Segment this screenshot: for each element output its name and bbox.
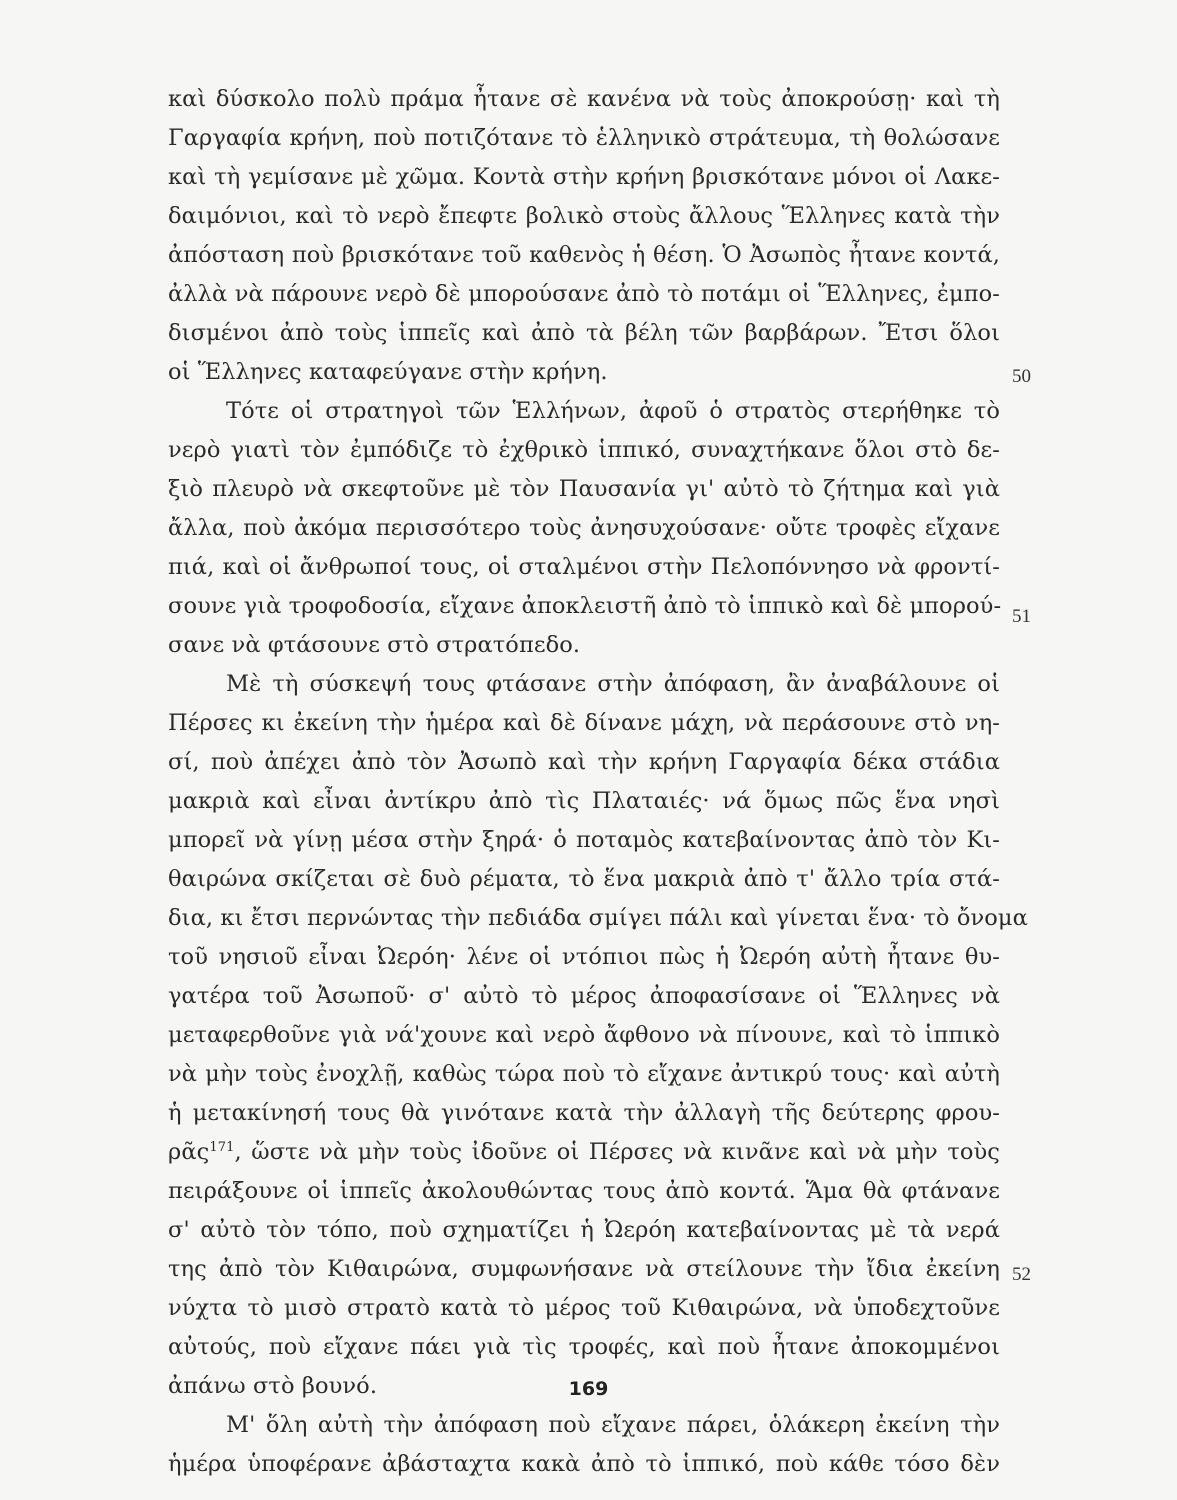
chapter-number-52: 52 <box>1012 1264 1031 1285</box>
chapter-number-51: 51 <box>1012 606 1031 627</box>
text-line: αὐτούς, ποὺ εἴχανε πάει γιὰ τὶς τροφές, καὶ ποὺ ἦτανε ἀποκομμένοι <box>168 1334 1000 1360</box>
paragraph-start-line: Τότε οἱ στρατηγοὶ τῶν Ἑλλήνων, ἀφοῦ ὁ στρατὸς στερήθηκε τὸ <box>226 398 1000 424</box>
text-line: ξιὸ πλευρὸ νὰ σκεφτοῦνε μὲ τὸν Παυσανία γι' αὐτὸ τὸ ζήτημα καὶ γιὰ <box>168 476 1000 502</box>
text-line: νὰ μὴν τοὺς ἐνοχλῇ, καθὼς τώρα ποὺ τὸ εἴχανε ἀντικρύ τους· καὶ αὐτὴ <box>168 1061 1000 1087</box>
text-line: μπορεῖ νὰ γίνῃ μέσα στὴν ξηρά· ὁ ποταμὸς κατεβαίνοντας ἀπὸ τὸν Κι- <box>168 827 1000 853</box>
text-line: οἱ Ἕλληνες καταφεύγανε στὴν κρήνη. <box>168 359 608 385</box>
chapter-number-50: 50 <box>1012 366 1031 387</box>
text-line: νύχτα τὸ μισὸ στρατὸ κατὰ τὸ μέρος τοῦ Κιθαιρώνα, νὰ ὑποδεχτοῦνε <box>168 1295 1000 1321</box>
text-line: ἄλλα, ποὺ ἀκόμα περισσότερο τοὺς ἀνησυχούσανε· οὔτε τροφὲς εἴχανε <box>168 515 1000 541</box>
text-line-with-footnote <box>168 1133 1000 1172</box>
text-line: δια, κι ἔτσι περνώντας τὴν πεδιάδα σμίγει πάλι καὶ γίνεται ἕνα· τὸ ὄνομα <box>168 905 1028 931</box>
page-number: 169 <box>568 1378 609 1400</box>
text-line: μακριὰ καὶ εἶναι ἀντίκρυ ἀπὸ τὶς Πλαταιές· νά ὅμως πῶς ἕνα νησὶ <box>168 788 1000 814</box>
text-line: δισμένοι ἀπὸ τοὺς ἱππεῖς καὶ ἀπὸ τὰ βέλη τῶν βαρβάρων. Ἔτσι ὅλοι <box>168 320 1000 346</box>
text-line: ἀλλὰ νὰ πάρουνε νερὸ δὲ μπορούσανε ἀπὸ τὸ ποτάμι οἱ Ἕλληνες, ἐμπο- <box>168 281 1000 307</box>
text-line: πιά, καὶ οἱ ἄνθρωποί τους, οἱ σταλμένοι στὴν Πελοπόννησο νὰ φροντί- <box>168 554 1000 580</box>
paragraph-start-line: Μὲ τὴ σύσκεψή τους φτάσανε στὴν ἀπόφαση, ἂν ἀναβάλουνε οἱ <box>226 671 1000 697</box>
text-line: ἡ μετακίνησή τους θὰ γινότανε κατὰ τὴν ἀλλαγὴ τῆς δεύτερης φρου- <box>168 1100 1000 1126</box>
line-rest: , ὥστε νὰ μὴν τοὺς ἰδοῦνε οἱ Πέρσες νὰ κινᾶνε καὶ νὰ μὴν τοὺς <box>234 1139 1000 1165</box>
text-line: γατέρα τοῦ Ἀσωποῦ· σ' αὐτὸ τὸ μέρος ἀποφασίσανε οἱ Ἕλληνες νὰ <box>168 983 1000 1009</box>
text-line: σουνε γιὰ τροφοδοσία, εἴχανε ἀποκλειστῆ ἀπὸ τὸ ἱππικὸ καὶ δὲ μπορού- <box>168 593 1002 619</box>
text-line: σανε νὰ φτάσουνε στὸ στρατόπεδο. <box>168 632 581 658</box>
text-line: της ἀπὸ τὸν Κιθαιρώνα, συμφωνήσανε νὰ στείλουνε τὴν ἴδια ἐκείνη <box>168 1256 1000 1282</box>
text-line: καὶ τὴ γεμίσανε μὲ χῶμα. Κοντὰ στὴν κρήνη βρισκότανε μόνοι οἱ Λακε- <box>168 164 1000 190</box>
paragraph-start-line: Μ' ὅλη αὐτὴ τὴν ἀπόφαση ποὺ εἴχανε πάρει, ὁλάκερη ἐκείνη τὴν <box>226 1412 1000 1438</box>
text-line: σί, ποὺ ἀπέχει ἀπὸ τὸν Ἀσωπὸ καὶ τὴν κρήνη Γαργαφία δέκα στάδια <box>168 749 1000 775</box>
text-line: σ' αὐτὸ τὸν τόπο, ποὺ σχηματίζει ἡ Ὠερόη κατεβαίνοντας μὲ τὰ νερά <box>168 1217 1000 1243</box>
text-line: τοῦ νησιοῦ εἶναι Ὠερόη· λένε οἱ ντόπιοι πὼς ἡ Ὠερόη αὐτὴ ἦτανε θυ- <box>168 944 1000 970</box>
text-line: ἀπάνω στὸ βουνό. <box>168 1373 378 1399</box>
text-line: δαιμόνιοι, καὶ τὸ νερὸ ἔπεφτε βολικὸ στοὺς ἄλλους Ἕλληνες κατὰ τὴν <box>168 203 1000 229</box>
text-line: πειράξουνε οἱ ἱππεῖς ἀκολουθώντας τους ἀπὸ κοντά. Ἅμα θὰ φτάνανε <box>168 1178 1000 1204</box>
text-line: θαιρώνα σκίζεται σὲ δυὸ ρέματα, τὸ ἕνα μακριὰ ἀπὸ τ' ἄλλο τρία στά- <box>168 866 1000 892</box>
text-line: καὶ δύσκολο πολὺ πράμα ἦτανε σὲ κανένα νὰ τοὺς ἀποκρούσῃ· καὶ τὴ <box>168 86 1000 112</box>
line-start: ρᾶς <box>168 1139 210 1165</box>
text-line: ἡμέρα ὑποφέρανε ἀβάσταχτα κακὰ ἀπὸ τὸ ἱππικό, ποὺ κάθε τόσο δὲν <box>168 1451 1000 1477</box>
text-line: Πέρσες κι ἐκείνη τὴν ἡμέρα καὶ δὲ δίνανε μάχη, νὰ περάσουνε στὸ νη- <box>168 710 1000 736</box>
text-line: μεταφερθοῦνε γιὰ νά'χουνε καὶ νερὸ ἄφθονο νὰ πίνουνε, καὶ τὸ ἱππικὸ <box>168 1022 1000 1048</box>
text-line: νερὸ γιατὶ τὸν ἐμπόδιζε τὸ ἐχθρικὸ ἱππικό, συναχτήκανε ὅλοι στὸ δε- <box>168 437 1000 463</box>
text-line: ἀπόσταση ποὺ βρισκότανε τοῦ καθενὸς ἡ θέση. Ὁ Ἀσωπὸς ἦτανε κοντά, <box>168 242 1000 268</box>
footnote-reference[interactable]: 171 <box>209 1140 235 1155</box>
text-line: Γαργαφία κρήνη, ποὺ ποτιζότανε τὸ ἑλληνικὸ στράτευμα, τὴ θολώσανε <box>168 125 1000 151</box>
